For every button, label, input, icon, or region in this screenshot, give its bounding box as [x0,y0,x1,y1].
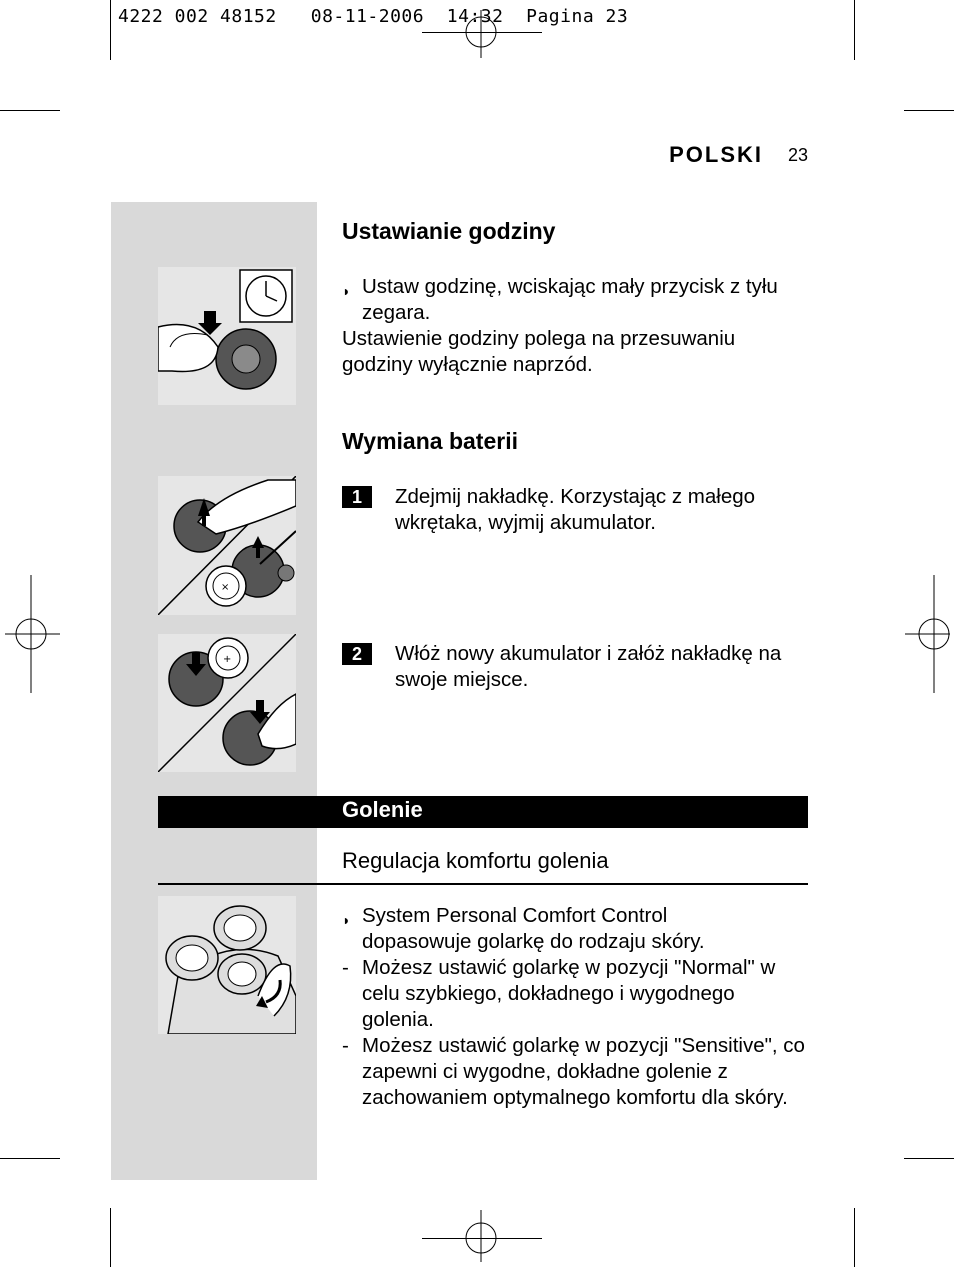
clock-illustration [158,267,296,405]
comfort-bullet-line: System Personal Comfort Control [362,904,668,927]
clock-bullet-line: zegara. [362,301,431,324]
dash-item-line: celu szybkiego, dokładnego i wygodnego [362,982,735,1005]
clock-heading: Ustawianie godziny [342,218,556,244]
step-number: 1 [342,486,372,508]
step-number: 2 [342,643,372,665]
comfort-content [342,903,812,1111]
print-header: 4222 002 48152 08-11-2006 14:32 Pagina 23 [118,6,629,27]
subheading-rule [158,883,808,885]
shaver-comfort-illustration [158,896,296,1034]
language-label: POLSKI [669,142,763,167]
dash-item [342,1033,812,1111]
dash-item-line: zapewni ci wygodne, dokładne golenie z [362,1060,728,1083]
svg-text:+: + [223,654,232,665]
step-text-line: Włóż nowy akumulator i załóż nakładkę na [395,642,782,665]
clock-bullet [342,274,812,378]
comfort-bullet-line: dopasowuje golarkę do rodzaju skóry. [362,930,705,953]
dash-item-line: zachowaniem optymalnego komfortu dla skóry. [362,1086,788,1109]
bullet-icon: ◗ [342,912,351,928]
dash-marker: - [342,1034,349,1057]
clock-bullet-line: Ustaw godzinę, wciskając mały przycisk z tyłu [362,275,778,298]
clock-note-line: godziny wyłącznie naprzód. [342,353,593,376]
battery-insert-illustration [158,634,296,772]
battery-heading: Wymiana baterii [342,428,518,454]
svg-text:×: × [221,582,230,593]
step-text-line: Zdejmij nakładkę. Korzystając z małego [395,485,756,508]
step-text-line: swoje miejsce. [395,668,529,691]
battery-step-1 [342,484,812,536]
dash-marker: - [342,956,349,979]
dash-item-line: golenia. [362,1008,434,1031]
section-bar-shaving [158,796,808,828]
comfort-subheading: Regulacja komfortu golenia [342,848,609,873]
bullet-icon: ◗ [342,283,351,299]
dash-item-line: Możesz ustawić golarkę w pozycji "Normal" w [362,956,776,979]
step-text-line: wkrętaka, wyjmij akumulator. [395,511,656,534]
battery-step-2 [342,641,812,693]
page-number: 23 [788,145,809,165]
battery-remove-illustration [158,476,296,615]
dash-item [342,955,812,1033]
section-title: Golenie [342,797,423,822]
dash-item-line: Możesz ustawić golarkę w pozycji "Sensitive", co [362,1034,805,1057]
clock-note-line: Ustawienie godziny polega na przesuwaniu [342,327,736,350]
